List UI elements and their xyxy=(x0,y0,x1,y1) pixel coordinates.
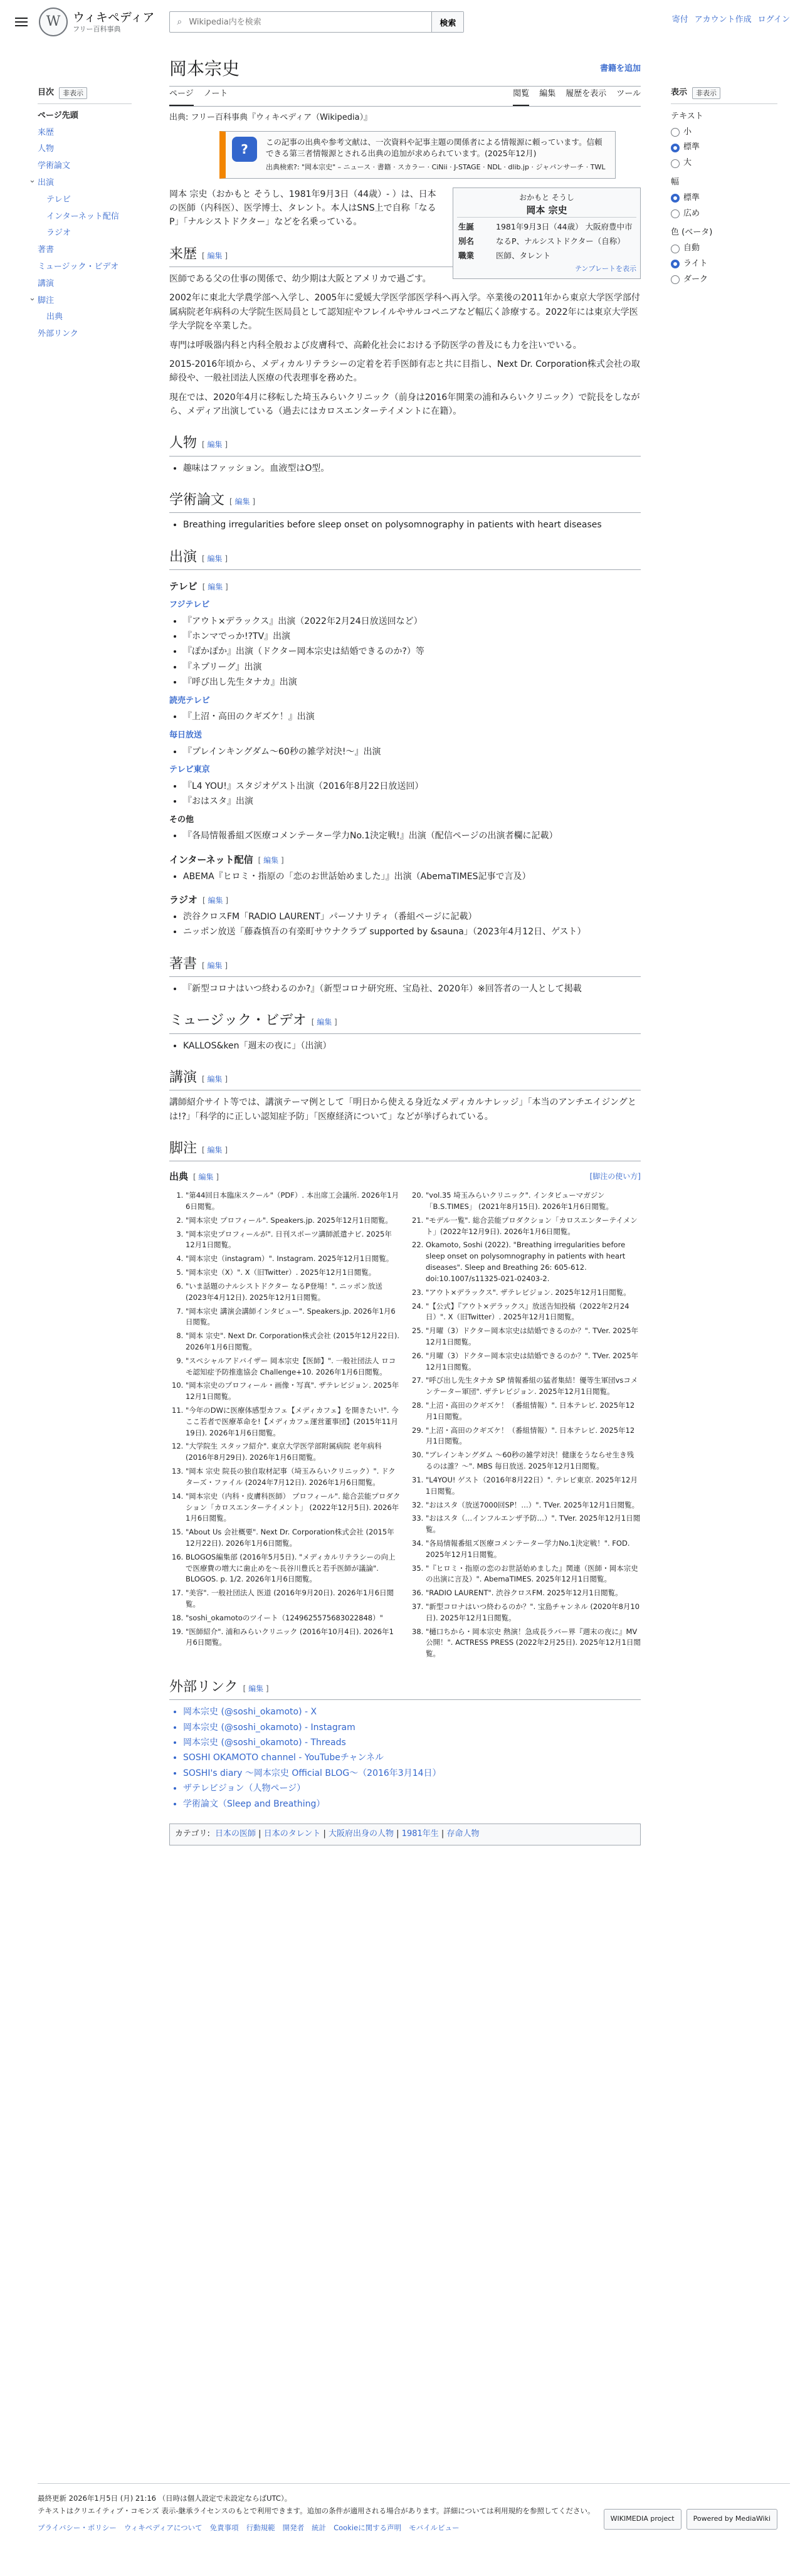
list-item: 17. "美容". 一般社団法人 医道 (2016年9月20日). 2026年1月6日閲覧。 xyxy=(186,1588,401,1610)
category-link[interactable]: 日本のタレント xyxy=(263,1829,321,1839)
section-heading: 出演 [ 編集 ] xyxy=(169,546,641,570)
list-item: • 『プレインキングダム〜60秒の雑学対決!〜』出演 xyxy=(183,745,641,759)
toc-item[interactable]: ⌄ 脚注 xyxy=(38,293,132,310)
tab-tools[interactable]: ツール xyxy=(616,89,641,98)
category-label: カテゴリ: xyxy=(175,1829,210,1839)
section-heading: 人物 [ 編集 ] xyxy=(169,432,641,456)
list-item: • 『L4 YOU!』スタジオゲスト出演（2016年8月22日放送回） xyxy=(183,779,641,793)
tab-read[interactable]: 閲覧 xyxy=(513,88,529,106)
language-button[interactable]: 書籍を追加 xyxy=(599,64,641,73)
edit-link[interactable]: 編集 xyxy=(208,582,223,591)
tab-page[interactable]: ページ xyxy=(169,88,194,106)
list-item: 15. "About Us 会社概要". Next Dr. Corporation株式会社 (2015年12月22日). 2026年1月6日閲覧。 xyxy=(186,1527,401,1549)
radio-width-wide[interactable]: 広め xyxy=(671,208,777,221)
list-item: 18. "soshi_okamotoのツイート（1249625575683022848）" xyxy=(186,1613,401,1624)
appearance-panel xyxy=(671,87,777,289)
edit-link[interactable]: 編集 xyxy=(207,251,223,260)
color-label: 色 (ベータ) xyxy=(671,228,713,238)
list-item: 21. "モデル一覧". 総合芸能プロダクション「カロスエンターテイメント」(2022年12月9日). 2026年1月6日閲覧。 xyxy=(426,1215,641,1238)
category-link[interactable]: 大阪府出身の人物 xyxy=(329,1829,394,1839)
subsection-heading: 出典 [ 編集 ] xyxy=(169,1171,219,1183)
list-item: 36. "RADIO LAURENT". 渋谷クロスFM. 2025年12月1日閲覧。 xyxy=(426,1588,641,1599)
network-heading[interactable]: 毎日放送 xyxy=(169,730,203,740)
notes-help-link[interactable]: [脚注の使い方] xyxy=(589,1171,641,1181)
footer-link[interactable]: 行動規範 xyxy=(246,2523,275,2533)
notice-search: 出典検索?: "岡本宗史" – ニュース · 書籍 · スカラー · CiNii · J-STAGE · NDL · dlib.jp · ジャパンサーチ · TWL xyxy=(266,163,606,172)
list-item: 5. "岡本宗史（X）". X（旧Twitter）. 2025年12月1日閲覧。 xyxy=(186,1267,401,1279)
radio-icon xyxy=(671,245,680,253)
list-item: 31. "L4YOU! ゲスト（2016年8月22日）". テレビ東京. 2025年12月1日閲覧。 xyxy=(426,1475,641,1497)
list-item: 2. "岡本宗史 プロフィール". Speakers.jp. 2025年12月1日閲覧。 xyxy=(186,1215,401,1227)
tab-history[interactable]: 履歴を表示 xyxy=(566,89,607,98)
list-item: 28. "上沼・高田のクギズケ！（番組情報）". 日本テレビ. 2025年12月1日閲覧。 xyxy=(426,1400,641,1423)
article xyxy=(169,55,641,1845)
network-heading: その他 xyxy=(169,815,194,825)
reference-list xyxy=(169,1190,641,1662)
globe-icon: W xyxy=(39,8,68,36)
list-item: 16. BLOGOS編集部 (2016年5月5日). "メディカルリテラシーの向上で医療費の増大に歯止めを～長谷川豊氏と若手医師が議論". BLOGOS. p. 1/2. 2026年1月6日閲覧。 xyxy=(186,1552,401,1585)
section-heading: 脚注 [ 編集 ] xyxy=(169,1138,641,1161)
infobox-name: 岡本 宗史 xyxy=(457,203,636,218)
list-item: 37. "新型コロナはいつ終わるのか？". 宝島チャンネル (2020年8月10日). 2025年12月1日閲覧。 xyxy=(426,1602,641,1624)
external-link[interactable]: • 岡本宗史 (@soshi_okamoto) - X xyxy=(183,1705,641,1719)
list-item: 8. "岡本 宗史". Next Dr. Corporation株式会社 (2015年12月22日). 2026年1月6日閲覧。 xyxy=(186,1331,401,1353)
footer-link[interactable]: 免責事項 xyxy=(209,2523,239,2533)
radio-icon xyxy=(671,144,680,152)
footer-link[interactable]: 開発者 xyxy=(282,2523,305,2533)
toc-item[interactable]: 学術論文 xyxy=(38,161,71,171)
radio-icon xyxy=(671,194,680,203)
radio-icon xyxy=(671,260,680,268)
subsection-heading: ラジオ [ 編集 ] xyxy=(169,894,229,906)
toc-item[interactable]: 来歴 xyxy=(38,127,55,137)
toc-item[interactable]: ページ先頭 xyxy=(38,110,78,120)
subsection-heading: テレビ [ 編集 ] xyxy=(169,580,228,592)
external-link[interactable]: • SOSHI's diary 〜岡本宗史 Official BLOG〜（2016年3月14日） xyxy=(183,1766,641,1780)
create-account-link[interactable]: アカウント作成 xyxy=(694,15,752,24)
radio-icon xyxy=(671,128,680,137)
toc-item[interactable]: テレビ xyxy=(46,194,71,204)
edit-link[interactable]: 編集 xyxy=(248,1684,264,1694)
section-heading: 著書 [ 編集 ] xyxy=(169,953,641,977)
search-box xyxy=(169,11,464,33)
footer-link[interactable]: プライバシー・ポリシー xyxy=(38,2523,117,2533)
template-link[interactable]: テンプレートを表示 xyxy=(574,265,636,273)
radio-icon xyxy=(671,209,680,218)
subsection-heading: インターネット配信 [ 編集 ] xyxy=(169,853,284,865)
infobox-value: 医師、タレント xyxy=(496,250,551,260)
tab-talk[interactable]: ノート xyxy=(203,89,228,98)
site-header xyxy=(0,0,805,44)
donate-link[interactable]: 寄付 xyxy=(671,15,688,24)
toc-item[interactable]: 講演 xyxy=(38,278,55,288)
list-item: • 『ネプリーグ』出演 xyxy=(183,660,641,674)
list-item: 35. "『ヒロミ・指原の恋のお世話始めました』関連（医師・岡本宗史の出演に言及）". AbemaTIMES. 2025年12月1日閲覧。 xyxy=(426,1563,641,1586)
list-item: • 『おはスタ』出演 xyxy=(183,794,641,808)
infobox xyxy=(453,187,641,279)
search-button[interactable]: 検索 xyxy=(431,12,463,32)
category-box: カテゴリ: 日本の医師 | 日本のタレント | 大阪府出身の人物 | 1981年生 | 存命人物 xyxy=(169,1824,641,1845)
toc-item[interactable]: インターネット配信 xyxy=(46,211,119,221)
paragraph: 2002年に東北大学農学部へ入学し、2005年に愛媛大学医学部医学科へ再入学。卒業後の2011年から東京大学医学部付属病院老年病科の大学院生医局員として認知症やフレイルやサルコペニアなど幅広く診療する。2022年には東京大学医学大学院を卒業した。 xyxy=(169,293,640,332)
external-link[interactable]: • 岡本宗史 (@soshi_okamoto) - Threads xyxy=(183,1736,641,1750)
license-text: テキストはクリエイティブ・コモンズ 表示-継承ライセンスのもとで利用できます。追加の条件が適用される場合があります。詳細については利用規約を参照してください。 xyxy=(38,2506,595,2515)
footer-link[interactable]: モバイルビュー xyxy=(409,2523,460,2533)
list-item: 7. "岡本宗史 講演会講師インタビュー". Speakers.jp. 2026年1月6日閲覧。 xyxy=(186,1306,401,1329)
list-item: 25. "月曜（3）ドクター岡本宗史は結婚できるのか？". TVer. 2025年12月1日閲覧。 xyxy=(426,1326,641,1348)
toc-item[interactable]: ラジオ xyxy=(46,228,71,238)
toc-hide-button[interactable]: 非表示 xyxy=(59,87,87,100)
external-link[interactable]: • 学術論文（Sleep and Breathing） xyxy=(183,1797,641,1811)
footer-link[interactable]: 統計 xyxy=(312,2523,327,2533)
wikimedia-badge[interactable]: WIKIMEDIA project xyxy=(604,2509,681,2530)
infobox-key: 生誕 xyxy=(458,222,475,232)
mediawiki-badge[interactable]: Powered by MediaWiki xyxy=(687,2509,777,2530)
list-item: 29. "上沼・高田のクギズケ！（番組情報）". 日本テレビ. 2025年12月1日閲覧。 xyxy=(426,1425,641,1448)
radio-width-standard[interactable]: 標準 xyxy=(671,192,777,205)
infobox-key: 職業 xyxy=(458,250,475,260)
page-title: 岡本宗史 xyxy=(169,58,240,79)
edit-link[interactable]: 編集 xyxy=(207,1075,223,1084)
list-item: 11. "今年のDWに医療体感型カフェ【メディカフェ】を開きたい!". 今ここ若者で医療革命を!【メディカフェ運営董事団】(2015年11月19日). 2026年1月6日閲覧。 xyxy=(186,1405,401,1438)
list-item: • 『ホンマでっか!?TV』出演 xyxy=(183,630,641,643)
section-heading: 講演 [ 編集 ] xyxy=(169,1067,641,1090)
radio-color-dark[interactable]: ダーク xyxy=(671,273,777,287)
list-item: 34. "各局情報番組ズ医療コメンテーター学力No.1決定戦！". FOD. 2025年12月1日閲覧。 xyxy=(426,1538,641,1561)
list-item: • 渋谷クロスFM「RADIO LAURENT」パーソナリティ（番組ページに記載） xyxy=(183,910,641,924)
edit-link[interactable]: 編集 xyxy=(198,1173,214,1182)
from-line: 出典: フリー百科事典『ウィキペディア（Wikipedia）』 xyxy=(169,112,372,122)
radio-color-auto[interactable]: 自動 xyxy=(671,242,777,255)
toc-item[interactable]: 出典 xyxy=(46,312,63,322)
edit-link[interactable]: 編集 xyxy=(317,1018,332,1027)
page-tabs xyxy=(169,87,641,107)
list-item: 12. "大学院生 スタッフ紹介". 東京大学医学部附属病院 老年病科 (2016年8月29日). 2026年1月6日閲覧。 xyxy=(186,1441,401,1464)
toc-item[interactable]: 人物 xyxy=(38,144,55,154)
toc-item[interactable]: 著書 xyxy=(38,245,55,255)
list-item: 24. "【公式】『アウト×デラックス』放送告知投稿（2022年2月24日）". X（旧Twitter）. 2025年12月1日閲覧。 xyxy=(426,1301,641,1324)
category-link[interactable]: 1981年生 xyxy=(401,1829,439,1839)
tab-edit[interactable]: 編集 xyxy=(539,89,556,98)
appearance-hide-button[interactable]: 非表示 xyxy=(692,87,720,100)
list-item: 9. "スペシャルアドバイザー 岡本宗史【医師】". 一般社団法人 ロコモ認知症予防推進協会 Challenge+10. 2026年1月6日閲覧。 xyxy=(186,1356,401,1378)
notice-box xyxy=(219,131,616,179)
intro: 岡本 宗史（おかもと そうし、1981年9月3日（44歳）- ）は、日本の医師（内科医）、医学博士、タレント。本人はSNS上で自称「なるP」「ナルシストドクター」などを名乗っている。 xyxy=(169,189,436,228)
edit-link[interactable]: 編集 xyxy=(207,554,223,563)
toc-item[interactable]: ミュージック・ビデオ xyxy=(38,261,119,272)
list-item: • Breathing irregularities before sleep onset on polysomnography in patients with heart diseases xyxy=(183,518,641,532)
radio-icon xyxy=(671,275,680,284)
infobox-reading: おかもと そうし xyxy=(519,193,574,202)
list-item: • 『ぽかぽか』出演（ドクター岡本宗史は結婚できるのか?）等 xyxy=(183,645,641,658)
list-item: 33. "おはスタ（…インフルエンザ予防…）". TVer. 2025年12月1日閲覧。 xyxy=(426,1513,641,1536)
infobox-value: 1981年9月3日（44歳） 大阪府豊中市 xyxy=(496,222,633,232)
toc-title: 目次 xyxy=(38,88,55,97)
list-item: • 『呼び出し先生タナカ』出演 xyxy=(183,675,641,689)
list-item: 14. "岡本宗史（内科・皮膚科医師） プロフィール". 総合芸能プロダクション「カロスエンターテイメント」 (2022年12月5日). 2026年1月6日閲覧。 xyxy=(186,1491,401,1524)
logo-subtitle: フリー百科事典 xyxy=(73,24,121,33)
edit-link[interactable]: 編集 xyxy=(207,440,223,450)
radio-text-large[interactable]: 大 xyxy=(671,157,777,170)
list-item: 13. "岡本 宗史 院長の独自取材記事（埼玉みらいクリニック）". ドクターズ・ファイル (2024年7月12日). 2026年1月6日閲覧。 xyxy=(186,1466,401,1489)
external-link[interactable]: • SOSHI OKAMOTO channel - YouTubeチャンネル xyxy=(183,1751,641,1765)
paragraph: 現在では、2020年4月に移転した埼玉みらいクリニック（前身は2016年開業の浦和みらいクリニック）で院長をしながら、メディア出演している（過去にはカロスエンターテイメントに在籍）。 xyxy=(169,392,640,417)
infobox-key: 別名 xyxy=(458,236,475,246)
header-links xyxy=(672,14,790,27)
edit-link[interactable]: 編集 xyxy=(207,961,223,970)
list-item: • 『各局情報番組ズ医療コメンテーター学力No.1決定戦!』出演（配信ページの出演者欄に記載） xyxy=(183,829,641,843)
paragraph: 2015-2016年頃から、メディカルリテラシーの定着を若手医師有志と共に目指し、Next Dr. Corporation株式会社の取締役や、一般社団法人医療の代表理事を務めた。 xyxy=(169,359,640,384)
section-heading: ミュージック・ビデオ [ 編集 ] xyxy=(169,1010,641,1033)
text-size-label: テキスト xyxy=(671,111,703,121)
radio-icon xyxy=(671,159,680,168)
list-item: 27. "呼び出し先生タナカ SP 情報番組の猛者集結！優等生軍団vsコメンテーター軍団". ザテレビジョン. 2025年12月1日閲覧。 xyxy=(426,1375,641,1398)
external-link[interactable]: • ザテレビジョン（人物ページ） xyxy=(183,1782,641,1795)
logo-title: ウィキペディア xyxy=(73,11,155,24)
external-link[interactable]: • 岡本宗史 (@soshi_okamoto) - Instagram xyxy=(183,1721,641,1734)
search-icon: ⌕ xyxy=(177,16,182,27)
section-heading: 外部リンク [ 編集 ] xyxy=(169,1676,641,1700)
network-heading[interactable]: フジテレビ xyxy=(169,599,210,610)
list-item: • 趣味はファッション。血液型はO型。 xyxy=(183,462,641,475)
list-item: • KALLOS&ken「週末の夜に」（出演） xyxy=(183,1039,641,1053)
list-item: 4. "岡本宗史（instagram）". Instagram. 2025年12月1日閲覧。 xyxy=(186,1254,401,1265)
notice-text: この記事の出典や参考文献は、一次資料や記事主題の関係者による情報源に頼っています。信頼できる第三者情報源とされる出典の追加が求められています。(2025年12月) xyxy=(266,137,602,159)
last-updated: 最終更新 2026年1月5日 (月) 21:16 （日時は個人設定で未設定ならばUTC）。 xyxy=(38,2494,292,2503)
section-heading: 来歴 [ 編集 ] xyxy=(169,243,641,267)
infobox-value: なるP、ナルシストドクター（自称） xyxy=(496,236,625,246)
list-item: 32. "おはスタ（放送7000回SP！…）". TVer. 2025年12月1日閲覧。 xyxy=(426,1500,641,1511)
list-item: 3. "岡本宗史プロフィールが". 日刊スポーツ講師派遣ナビ. 2025年12月1日閲覧。 xyxy=(186,1229,401,1252)
list-item: 38. "樋口ちから・岡本宗史 熱演！急成長ラバー界『週末の夜に』MV公開！". ACTRESS PRESS (2022年2月25日). 2025年12月1日閲覧。 xyxy=(426,1627,641,1660)
list-item: 26. "月曜（3）ドクター岡本宗史は結婚できるのか？". TVer. 2025年12月1日閲覧。 xyxy=(426,1351,641,1373)
list-item: 1. "第44回日本臨床スクール"（PDF）. 本出席工会議所. 2026年1月6日閲覧。 xyxy=(186,1190,401,1213)
list-item: • ニッポン放送「藤森慎吾の有楽町サウナクラブ supported by &sauna」（2023年4月12日、ゲスト） xyxy=(183,925,641,939)
list-item: 10. "岡本宗史のプロフィール・画像・写真". ザテレビジョン. 2025年12月1日閲覧。 xyxy=(186,1380,401,1403)
section-heading: 学術論文 [ 編集 ] xyxy=(169,489,641,513)
edit-link[interactable]: 編集 xyxy=(234,497,250,507)
paragraph: 医師である父の仕事の関係で、幼少期は大阪とアメリカで過ごす。 xyxy=(169,273,431,284)
toc-item[interactable]: ⌄ 出演 xyxy=(38,175,132,192)
appearance-title: 表示 xyxy=(671,88,688,97)
list-item: • 『上沼・高田のクギズケ！』出演 xyxy=(183,710,641,724)
list-item: 6. "いま話題のナルシストドクター なるP登場！". ニッポン放送 (2023年4月12日). 2025年12月1日閲覧。 xyxy=(186,1281,401,1304)
footer-link[interactable]: ウィキペディアについて xyxy=(124,2523,203,2533)
search-input[interactable] xyxy=(189,12,431,32)
list-item: 20. "vol.35 埼玉みらいクリニック". インタビューマガジン「B.S.TIMES」 (2021年8月15日). 2026年1月6日閲覧。 xyxy=(426,1190,641,1213)
radio-color-light[interactable]: ライト xyxy=(671,258,777,271)
network-heading[interactable]: テレビ東京 xyxy=(169,764,210,774)
edit-link[interactable]: 編集 xyxy=(208,896,223,905)
login-link[interactable]: ログイン xyxy=(757,15,790,24)
radio-text-small[interactable]: 小 xyxy=(671,126,777,139)
edit-link[interactable]: 編集 xyxy=(207,1146,223,1154)
list-item: • 『アウト×デラックス』出演（2022年2月24日放送回など） xyxy=(183,615,641,628)
table-of-contents xyxy=(38,87,132,343)
toc-item[interactable]: 外部リンク xyxy=(38,329,78,339)
list-item: • ABEMA『ヒロミ・指原の「恋のお世話始めました」』出演（AbemaTIMES記事で言及） xyxy=(183,870,641,884)
wikipedia-logo[interactable] xyxy=(39,8,154,36)
menu-icon[interactable] xyxy=(15,18,28,26)
network-heading[interactable]: 読売テレビ xyxy=(169,695,210,705)
category-link[interactable]: 日本の医師 xyxy=(215,1829,256,1839)
list-item: 22. Okamoto, Soshi (2022). "Breathing irregularities before sleep onset on polysomnography in patients with heart diseases". Sleep and Breathing 26: 605-612. doi:10.1007/s11325-021-02403-2. xyxy=(426,1240,641,1284)
category-link[interactable]: 存命人物 xyxy=(446,1829,480,1839)
radio-text-standard[interactable]: 標準 xyxy=(671,141,777,154)
list-item: 19. "医師紹介". 浦和みらいクリニック (2016年10月4日). 2026年1月6日閲覧。 xyxy=(186,1627,401,1649)
list-item: • 『新型コロナはいつ終わるのか?』（新型コロナ研究班、宝島社、2020年）※回答者の一人として掲載 xyxy=(183,982,641,996)
paragraph: 専門は呼吸器内科と内科全般および皮膚科で、高齢化社会における予防医学の普及にも力を注いでいる。 xyxy=(169,340,582,351)
page-footer xyxy=(38,2483,790,2535)
edit-link[interactable]: 編集 xyxy=(263,855,279,865)
width-label: 幅 xyxy=(671,177,680,187)
book-icon: ? xyxy=(232,137,257,162)
paragraph: 講師紹介サイト等では、講演テーマ例として「明日から使える身近なメディカルナレッジ」「本当のアンチエイジングとは!?」「科学的に正しい認知症予防」「医療経済について」などが挙げられている。 xyxy=(169,1097,637,1122)
footer-link[interactable]: Cookieに関する声明 xyxy=(334,2523,402,2533)
list-item: 30. "ブレインキングダム 〜60秒の雑学対決！健康をうならせ生き残るのは誰？〜". MBS 毎日放送. 2025年12月1日閲覧。 xyxy=(426,1450,641,1472)
list-item: 23. "アウト×デラックス". ザテレビジョン. 2025年12月1日閲覧。 xyxy=(426,1287,641,1299)
